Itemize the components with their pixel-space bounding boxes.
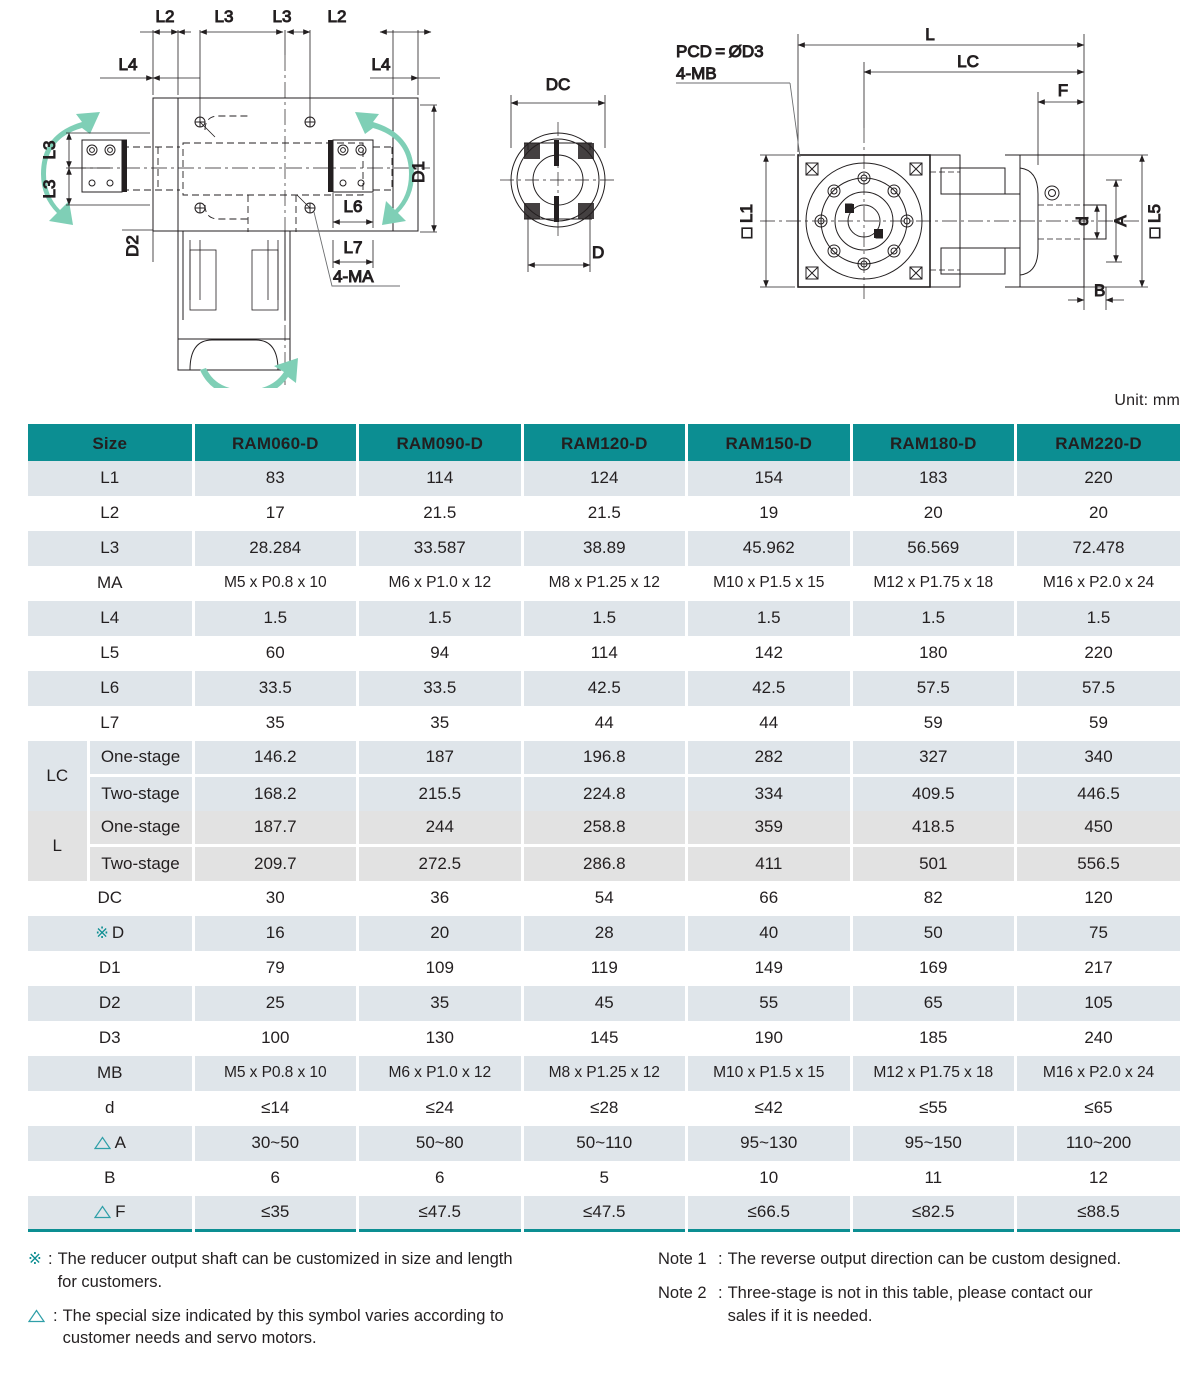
cell-l-2-5: 501 <box>851 846 1016 881</box>
row-label-l6 <box>28 671 193 706</box>
row-label-ma <box>28 566 193 601</box>
technical-drawings <box>0 0 1196 388</box>
table-row <box>28 881 1180 916</box>
cell-dc-4: 66 <box>687 881 852 916</box>
row-label-d3 <box>28 1021 193 1056</box>
footnote-colon: : <box>48 1250 53 1268</box>
row-label-l5 <box>28 636 193 671</box>
cell-l3-6: 72.478 <box>1016 531 1181 566</box>
cell-mb-6: M16 x P2.0 x 24 <box>1016 1056 1181 1091</box>
cell-ma-5: M12 x P1.75 x 18 <box>851 566 1016 601</box>
side-label-f: F <box>1057 81 1069 100</box>
cell-l-2-3: 286.8 <box>522 846 687 881</box>
cell-lc-1-3: 196.8 <box>522 741 687 776</box>
cell-d-5: ≤55 <box>851 1091 1016 1126</box>
cell-d-4: 40 <box>687 916 852 951</box>
footnote-item <box>658 1248 1178 1271</box>
row-label-l2 <box>28 496 193 531</box>
cell-lc-1-2: 187 <box>358 741 523 776</box>
cell-l5-6: 220 <box>1016 636 1181 671</box>
cell-l1-6: 220 <box>1016 461 1181 496</box>
footnote-note-label: Note 1 <box>658 1250 707 1268</box>
cell-a-6: 110~200 <box>1016 1126 1181 1161</box>
cell-d3-4: 190 <box>687 1021 852 1056</box>
row-label-f <box>28 1196 193 1231</box>
stage-label-lc-2: Two-stage <box>88 776 193 811</box>
front-label-l3-v-top: L3 <box>40 140 59 160</box>
front-label-l4-left: L4 <box>118 55 138 74</box>
cell-a-5: 95~150 <box>851 1126 1016 1161</box>
cell-ma-6: M16 x P2.0 x 24 <box>1016 566 1181 601</box>
cell-d-3: 28 <box>522 916 687 951</box>
table-row <box>28 671 1180 706</box>
cell-d3-5: 185 <box>851 1021 1016 1056</box>
row-label-text: DC <box>97 888 123 907</box>
table-row <box>28 1091 1180 1126</box>
footnotes <box>28 1248 1180 1361</box>
footnote-item <box>28 1305 640 1351</box>
footnote-line: The reverse output direction can be custom designed. <box>727 1250 1122 1268</box>
cell-l2-3: 21.5 <box>522 496 687 531</box>
header-size: Size <box>28 426 193 461</box>
cell-a-2: 50~80 <box>358 1126 523 1161</box>
table-row <box>28 531 1180 566</box>
side-label-pcd: PCD = ØD3 <box>676 42 764 61</box>
unit-label: Unit: mm <box>1114 392 1180 409</box>
table-row-group-l <box>28 846 1180 881</box>
side-label-a: A <box>1111 215 1130 227</box>
footnote-symbol-icon: ※ <box>28 1250 42 1268</box>
table-row <box>28 496 1180 531</box>
stage-label-l-1: One-stage <box>88 811 193 846</box>
cell-d2-1: 25 <box>193 986 358 1021</box>
cell-d-1: ≤14 <box>193 1091 358 1126</box>
row-label-a <box>28 1126 193 1161</box>
triangle-icon <box>94 1205 111 1219</box>
header-ram220: RAM220-D <box>1016 426 1181 461</box>
cell-ma-3: M8 x P1.25 x 12 <box>522 566 687 601</box>
side-label-l1: □ L1 <box>737 204 756 238</box>
front-label-l7: L7 <box>343 238 363 257</box>
cell-lc-2-3: 224.8 <box>522 776 687 811</box>
cell-mb-2: M6 x P1.0 x 12 <box>358 1056 523 1091</box>
footnote-text <box>63 1305 640 1351</box>
side-label-b: B <box>1094 281 1106 300</box>
row-label-text: B <box>104 1168 116 1187</box>
asterisk-symbol-icon: ※ <box>95 925 109 942</box>
row-label-text: L2 <box>100 503 120 522</box>
front-label-l4-right: L4 <box>371 55 391 74</box>
cell-l-1-2: 244 <box>358 811 523 846</box>
cell-l6-5: 57.5 <box>851 671 1016 706</box>
cell-lc-2-2: 215.5 <box>358 776 523 811</box>
footnote-colon: : <box>53 1306 58 1325</box>
cell-dc-5: 82 <box>851 881 1016 916</box>
row-label-text: L1 <box>100 468 120 487</box>
side-label-lc: LC <box>957 52 979 71</box>
cell-mb-4: M10 x P1.5 x 15 <box>687 1056 852 1091</box>
cell-l-1-4: 359 <box>687 811 852 846</box>
cell-f-2: ≤47.5 <box>358 1196 523 1231</box>
cell-d1-6: 217 <box>1016 951 1181 986</box>
cell-lc-1-6: 340 <box>1016 741 1181 776</box>
row-label-text: L7 <box>100 713 120 732</box>
cell-d2-5: 65 <box>851 986 1016 1021</box>
table-row <box>28 951 1180 986</box>
table-row-group-lc <box>28 776 1180 811</box>
cell-l6-2: 33.5 <box>358 671 523 706</box>
footnote-line: The special size indicated by this symbol varies according to <box>62 1306 504 1325</box>
table-row <box>28 566 1180 601</box>
cell-d2-6: 105 <box>1016 986 1181 1021</box>
spec-table <box>28 424 1180 1232</box>
row-label-d2 <box>28 986 193 1021</box>
cell-l-1-5: 418.5 <box>851 811 1016 846</box>
shaft-label-dc: DC <box>545 75 571 94</box>
cell-d-5: 50 <box>851 916 1016 951</box>
cell-l1-1: 83 <box>193 461 358 496</box>
cell-b-3: 5 <box>522 1161 687 1196</box>
cell-l1-5: 183 <box>851 461 1016 496</box>
cell-ma-4: M10 x P1.5 x 15 <box>687 566 852 601</box>
cell-l-1-1: 187.7 <box>193 811 358 846</box>
cell-l6-3: 42.5 <box>522 671 687 706</box>
row-label-text: MA <box>97 573 123 592</box>
cell-lc-1-1: 146.2 <box>193 741 358 776</box>
cell-l3-4: 45.962 <box>687 531 852 566</box>
cell-l5-5: 180 <box>851 636 1016 671</box>
cell-lc-1-5: 327 <box>851 741 1016 776</box>
front-label-l3-v-bottom: L3 <box>40 179 59 199</box>
header-row <box>28 426 1180 461</box>
cell-l3-2: 33.587 <box>358 531 523 566</box>
cell-d2-3: 45 <box>522 986 687 1021</box>
cell-l1-4: 154 <box>687 461 852 496</box>
cell-l-2-1: 209.7 <box>193 846 358 881</box>
cell-d-2: ≤24 <box>358 1091 523 1126</box>
cell-b-1: 6 <box>193 1161 358 1196</box>
cell-l6-1: 33.5 <box>193 671 358 706</box>
cell-l4-4: 1.5 <box>687 601 852 636</box>
spec-table-container <box>28 424 1180 1232</box>
footnote-item <box>28 1248 640 1294</box>
footnote-note-label: Note 2 <box>658 1283 707 1302</box>
row-label-d <box>28 1091 193 1126</box>
cell-b-4: 10 <box>687 1161 852 1196</box>
header-ram060: RAM060-D <box>193 426 358 461</box>
cell-dc-1: 30 <box>193 881 358 916</box>
row-label-l3 <box>28 531 193 566</box>
header-ram120: RAM120-D <box>522 426 687 461</box>
cell-d1-3: 119 <box>522 951 687 986</box>
cell-l4-3: 1.5 <box>522 601 687 636</box>
footnote-text <box>58 1248 640 1294</box>
row-label-text: A <box>114 1133 126 1152</box>
cell-d2-2: 35 <box>358 986 523 1021</box>
cell-f-4: ≤66.5 <box>687 1196 852 1231</box>
table-row <box>28 1161 1180 1196</box>
row-label-text: D1 <box>98 958 121 977</box>
cell-l6-4: 42.5 <box>687 671 852 706</box>
cell-l-2-4: 411 <box>687 846 852 881</box>
cell-l2-4: 19 <box>687 496 852 531</box>
cell-l5-3: 114 <box>522 636 687 671</box>
shaft-view-drawing <box>500 75 618 272</box>
cell-l1-2: 114 <box>358 461 523 496</box>
footnote-symbol-icon <box>28 1305 49 1328</box>
cell-l-1-3: 258.8 <box>522 811 687 846</box>
cell-l2-5: 20 <box>851 496 1016 531</box>
drawings-svg <box>0 0 1196 388</box>
table-row-group-l <box>28 811 1180 846</box>
footnote-line: for customers. <box>57 1272 163 1291</box>
cell-d1-1: 79 <box>193 951 358 986</box>
cell-a-4: 95~130 <box>687 1126 852 1161</box>
footnote-text <box>728 1282 1178 1328</box>
row-label-mb <box>28 1056 193 1091</box>
footnote-item <box>658 1282 1178 1328</box>
cell-l7-2: 35 <box>358 706 523 741</box>
cell-l5-2: 94 <box>358 636 523 671</box>
row-label-text: L6 <box>100 678 120 697</box>
row-label-text: L3 <box>100 538 120 557</box>
table-row-group-lc <box>28 741 1180 776</box>
side-view-drawing <box>676 25 1164 310</box>
side-label-d-small: d <box>1073 216 1092 226</box>
row-label-text: L5 <box>100 643 120 662</box>
cell-mb-5: M12 x P1.75 x 18 <box>851 1056 1016 1091</box>
cell-ma-2: M6 x P1.0 x 12 <box>358 566 523 601</box>
front-label-d2: D2 <box>123 235 142 257</box>
front-view-drawing <box>40 7 440 388</box>
cell-d3-6: 240 <box>1016 1021 1181 1056</box>
front-label-4-ma: 4-MA <box>333 267 374 286</box>
group-label-l: L <box>28 811 88 881</box>
triangle-icon <box>28 1309 45 1323</box>
front-label-d1: D1 <box>409 161 428 183</box>
table-body <box>28 461 1180 1231</box>
cell-l4-2: 1.5 <box>358 601 523 636</box>
side-label-l5: □ L5 <box>1145 204 1164 238</box>
cell-d-2: 20 <box>358 916 523 951</box>
cell-l5-1: 60 <box>193 636 358 671</box>
row-label-dc <box>28 881 193 916</box>
table-row <box>28 1126 1180 1161</box>
cell-l3-1: 28.284 <box>193 531 358 566</box>
cell-lc-2-6: 446.5 <box>1016 776 1181 811</box>
row-label-text: D2 <box>98 993 121 1012</box>
cell-dc-6: 120 <box>1016 881 1181 916</box>
footnotes-left <box>28 1248 640 1361</box>
cell-l2-2: 21.5 <box>358 496 523 531</box>
cell-mb-1: M5 x P0.8 x 10 <box>193 1056 358 1091</box>
footnotes-right <box>658 1248 1178 1361</box>
table-row <box>28 916 1180 951</box>
shaft-label-d: D <box>592 243 605 262</box>
cell-l7-1: 35 <box>193 706 358 741</box>
stage-label-l-2: Two-stage <box>88 846 193 881</box>
row-label-text: MB <box>97 1063 123 1082</box>
cell-d1-4: 149 <box>687 951 852 986</box>
cell-f-3: ≤47.5 <box>522 1196 687 1231</box>
row-label-text: D3 <box>98 1028 121 1047</box>
footnote-colon: : <box>718 1283 723 1302</box>
cell-l7-4: 44 <box>687 706 852 741</box>
front-label-l2-left: L2 <box>155 7 175 26</box>
cell-l2-1: 17 <box>193 496 358 531</box>
table-row <box>28 636 1180 671</box>
cell-a-3: 50~110 <box>522 1126 687 1161</box>
table-row <box>28 1021 1180 1056</box>
cell-l3-3: 38.89 <box>522 531 687 566</box>
cell-f-5: ≤82.5 <box>851 1196 1016 1231</box>
footnote-line: The reducer output shaft can be customized in size and length <box>57 1250 513 1268</box>
header-ram090: RAM090-D <box>358 426 523 461</box>
cell-lc-1-4: 282 <box>687 741 852 776</box>
cell-d3-3: 145 <box>522 1021 687 1056</box>
row-label-l4 <box>28 601 193 636</box>
cell-d1-2: 109 <box>358 951 523 986</box>
cell-l1-3: 124 <box>522 461 687 496</box>
cell-d-1: 16 <box>193 916 358 951</box>
table-row <box>28 601 1180 636</box>
footnote-line: customer needs and servo motors. <box>62 1329 317 1348</box>
cell-l-2-2: 272.5 <box>358 846 523 881</box>
table-row <box>28 461 1180 496</box>
cell-f-1: ≤35 <box>193 1196 358 1231</box>
cell-f-6: ≤88.5 <box>1016 1196 1181 1231</box>
row-label-text: L4 <box>100 608 120 627</box>
cell-l4-6: 1.5 <box>1016 601 1181 636</box>
cell-lc-2-5: 409.5 <box>851 776 1016 811</box>
header-ram180: RAM180-D <box>851 426 1016 461</box>
cell-d-6: 75 <box>1016 916 1181 951</box>
side-label-4-mb: 4-MB <box>676 64 717 83</box>
cell-dc-3: 54 <box>522 881 687 916</box>
group-label-lc: LC <box>28 741 88 811</box>
footnote-line: Three-stage is not in this table, please contact our <box>727 1283 1093 1302</box>
cell-b-2: 6 <box>358 1161 523 1196</box>
footnote-text <box>728 1248 1178 1271</box>
cell-dc-2: 36 <box>358 881 523 916</box>
stage-label-lc-1: One-stage <box>88 741 193 776</box>
table-row <box>28 1196 1180 1231</box>
cell-b-6: 12 <box>1016 1161 1181 1196</box>
footnote-line: sales if it is needed. <box>727 1306 873 1325</box>
cell-b-5: 11 <box>851 1161 1016 1196</box>
row-label-text: d <box>105 1098 115 1117</box>
cell-d1-5: 169 <box>851 951 1016 986</box>
cell-l5-4: 142 <box>687 636 852 671</box>
cell-d3-1: 100 <box>193 1021 358 1056</box>
table-row <box>28 986 1180 1021</box>
cell-d2-4: 55 <box>687 986 852 1021</box>
table-row <box>28 1056 1180 1091</box>
cell-mb-3: M8 x P1.25 x 12 <box>522 1056 687 1091</box>
cell-d-3: ≤28 <box>522 1091 687 1126</box>
cell-l3-5: 56.569 <box>851 531 1016 566</box>
cell-d-4: ≤42 <box>687 1091 852 1126</box>
cell-l7-5: 59 <box>851 706 1016 741</box>
table-row <box>28 706 1180 741</box>
row-label-text: F <box>115 1202 126 1222</box>
front-label-l3-b: L3 <box>272 7 292 26</box>
cell-d-6: ≤65 <box>1016 1091 1181 1126</box>
triangle-icon <box>94 1136 111 1150</box>
cell-l7-6: 59 <box>1016 706 1181 741</box>
cell-l4-1: 1.5 <box>193 601 358 636</box>
cell-l-1-6: 450 <box>1016 811 1181 846</box>
cell-lc-2-4: 334 <box>687 776 852 811</box>
cell-lc-2-1: 168.2 <box>193 776 358 811</box>
cell-l2-6: 20 <box>1016 496 1181 531</box>
side-label-l: L <box>925 25 935 44</box>
row-label-text: D <box>111 923 125 942</box>
front-label-l6: L6 <box>343 197 363 216</box>
row-label-l1 <box>28 461 193 496</box>
cell-ma-1: M5 x P0.8 x 10 <box>193 566 358 601</box>
row-label-d <box>28 916 193 951</box>
cell-l-2-6: 556.5 <box>1016 846 1181 881</box>
cell-l4-5: 1.5 <box>851 601 1016 636</box>
cell-l6-6: 57.5 <box>1016 671 1181 706</box>
cell-d3-2: 130 <box>358 1021 523 1056</box>
cell-a-1: 30~50 <box>193 1126 358 1161</box>
footnote-colon: : <box>718 1250 723 1268</box>
row-label-d1 <box>28 951 193 986</box>
cell-l7-3: 44 <box>522 706 687 741</box>
row-label-l7 <box>28 706 193 741</box>
table-head <box>28 426 1180 461</box>
front-label-l3-a: L3 <box>214 7 234 26</box>
header-ram150: RAM150-D <box>687 426 852 461</box>
front-label-l2-right: L2 <box>327 7 347 26</box>
row-label-b <box>28 1161 193 1196</box>
